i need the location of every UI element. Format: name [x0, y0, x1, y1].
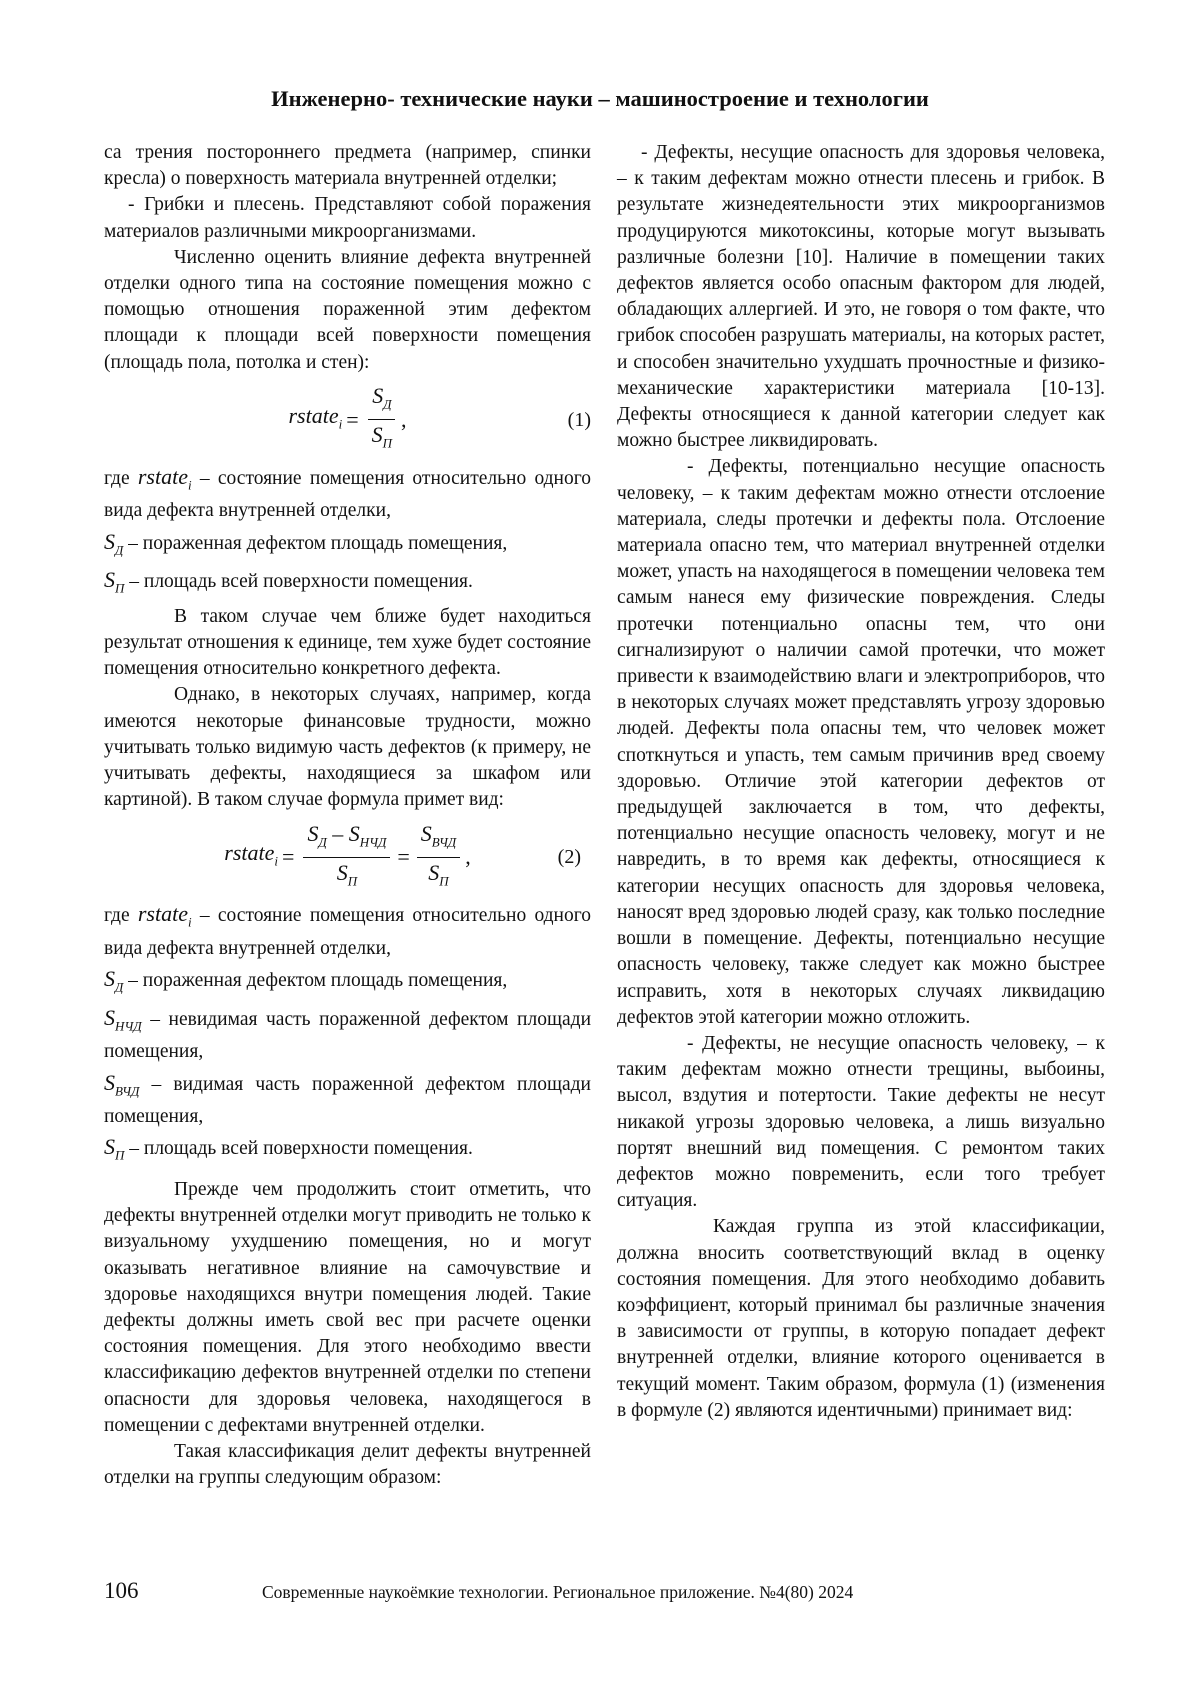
- definition: где rstate$_i$ – состояние помещения относительно одного вида дефекта внутренней отделки,: [104, 463, 592, 522]
- definition: $S_{ВЧД}$ – видимая часть пораженной дефектом площади помещения,: [104, 1069, 591, 1128]
- formula-1: rstate$_i$ = $\frac{S_Д}{S_П}$ , (1): [104, 378, 591, 462]
- page-number: 106: [104, 1578, 139, 1603]
- definition: $S_П$ – площадь всей поверхности помещения.: [104, 1134, 473, 1163]
- fraction: $\frac{S_{ВЧД}}{S_П}$: [417, 820, 460, 896]
- formula-2: rstate$_i$ = $\frac{S_Д - S_{НЧД}}{S_П}$ = $\frac{S_{ВЧД}}{S_П}$ , (2): [104, 815, 591, 899]
- right-column: [617, 140, 1105, 1424]
- paragraph: - Дефекты, не несущие опасность человеку, – к таким дефектам можно отнести трещины, выбоины, высол, вздутия и потертости. Такие дефекты не несут никакой угрозы здоровью человека, а лишь визуально портят внешний вид помещения. С ремонтом таких дефектов можно повременить, если того требует ситуация.: [617, 1032, 1105, 1212]
- paragraph: са трения постороннего предмета (например, спинки кресла) о поверхность материала внутренней отделки;: [104, 142, 591, 190]
- definition: $S_Д$ – пораженная дефектом площадь помещения,: [104, 528, 508, 558]
- paragraph: Такая классификация делит дефекты внутренней отделки на группы следующим образом:: [104, 1441, 591, 1489]
- formula-lhs: rstate$_i$: [224, 840, 279, 869]
- fraction: $\frac{S_Д - S_{НЧД}}{S_П}$: [303, 820, 390, 896]
- paragraph: - Дефекты, потенциально несущие опасность человеку, – к таким дефектам можно отнести отслоение материала, следы протечки и дефекты пола. Отслоение материала опасно тем, что материал внутренней отделки может, упасть на находящегося в помещении человека тем самым нанеся ему физические повреждения. Следы протечки потенциально опасны тем, что они сигнализируют о наличии самой протечки, что может привести к взаимодействию влаги и электроприборов, что в некоторых случаях может представлять угрозу здоровью людей. Дефекты пола опасны тем, что человек может споткнуться и упасть, тем самым причинив вред своему здоровью. Отличие этой категории дефектов от предыдущей заключается в том, что дефекты, потенциально несущие опасность человеку, могут и не навредить, в то время как дефекты, относящиеся к категории несущих опасность для здоровья человека, наносят вред здоровью людей сразу, как только последние вошли в помещение. Дефекты, потенциально несущие опасность человеку, также следует как можно быстрее исправить, хотя в некоторых случаях ликвидацию дефектов этой категории можно отложить.: [617, 456, 1105, 1028]
- paragraph: Численно оценить влияние дефекта внутренней отделки одного типа на состояние помещения можно с помощью отношения пораженной этим дефектом площади к площади всей поверхности помещения (площадь пола, потолка и стен):: [104, 246, 591, 373]
- formula-lhs: rstate$_i$: [288, 402, 343, 431]
- paragraph: Каждая группа из этой классификации, должна вносить соответствующий вклад в оценку состояния помещения. Для этого необходимо добавить коэффициент, который принимал бы различные значения в зависимости от группы, в которую попадает дефект внутренней отделки, влияние которого оценивается в текущий момент. Таким образом, формула (1) (изменения в формуле (2) являются идентичными) принимает вид:: [617, 1216, 1105, 1421]
- journal-footer: Современные наукоёмкие технологии. Региональное приложение. №4(80) 2024: [262, 1582, 854, 1602]
- paragraph: - Дефекты, несущие опасность для здоровья человека, – к таким дефектам можно отнести плесень и грибок. В результате жизнедеятельности этих микроорганизмов продуцируются микотоксины, которые могут вызывать различные болезни [10]. Наличие в помещении таких дефектов является особо опасным фактором для людей, обладающих аллергией. И это, не говоря о том факте, что грибок способен разрушать материалы, на которых растет, и способен значительно ухудшать прочностные и физико-механические характеристики материала [10-13]. Дефекты относящиеся к данной категории следует как можно быстрее ликвидировать.: [617, 142, 1105, 452]
- definition: $S_{НЧД}$ – невидимая часть пораженной дефектом площади помещения,: [104, 1004, 591, 1063]
- paragraph: - Грибки и плесень. Представляют собой поражения материалов различными микроорганизмами.: [104, 194, 591, 242]
- paragraph: В таком случае чем ближе будет находиться результат отношения к единице, тем хуже будет состояние помещения относительно конкретного дефекта.: [104, 605, 591, 680]
- definition: где rstate$_i$ – состояние помещения относительно одного вида дефекта внутренней отделки,: [104, 901, 592, 960]
- definition: $S_Д$ – пораженная дефектом площадь помещения,: [104, 966, 508, 995]
- left-column: [104, 140, 591, 1491]
- definition: $S_П$ – площадь всей поверхности помещения.: [104, 567, 473, 596]
- paragraph: Прежде чем продолжить стоит отметить, что дефекты внутренней отделки могут приводить не только к визуальному ухудшению помещения, но и могут оказывать негативное влияние на самочувствие и здоровье находящихся внутри помещения людей. Такие дефекты должны иметь свой вес при расчете оценки состояния помещения. Для этого необходимо ввести классификацию дефектов внутренней отделки по степени опасности для здоровья человека, находящегося в помещении с дефектами внутренней отделки.: [104, 1179, 591, 1436]
- fraction: $\frac{S_Д}{S_П}$: [368, 382, 396, 458]
- equation-number: (2): [557, 846, 581, 869]
- running-header: Инженерно- технические науки – машиностроение и технологии: [271, 86, 929, 111]
- paragraph: Однако, в некоторых случаях, например, когда имеются некоторые финансовые трудности, можно учитывать только видимую часть дефектов (к примеру, не учитывать дефекты, находящиеся за шкафом или картиной). В таком случае формула примет вид:: [104, 684, 591, 811]
- equation-number: (1): [567, 408, 591, 431]
